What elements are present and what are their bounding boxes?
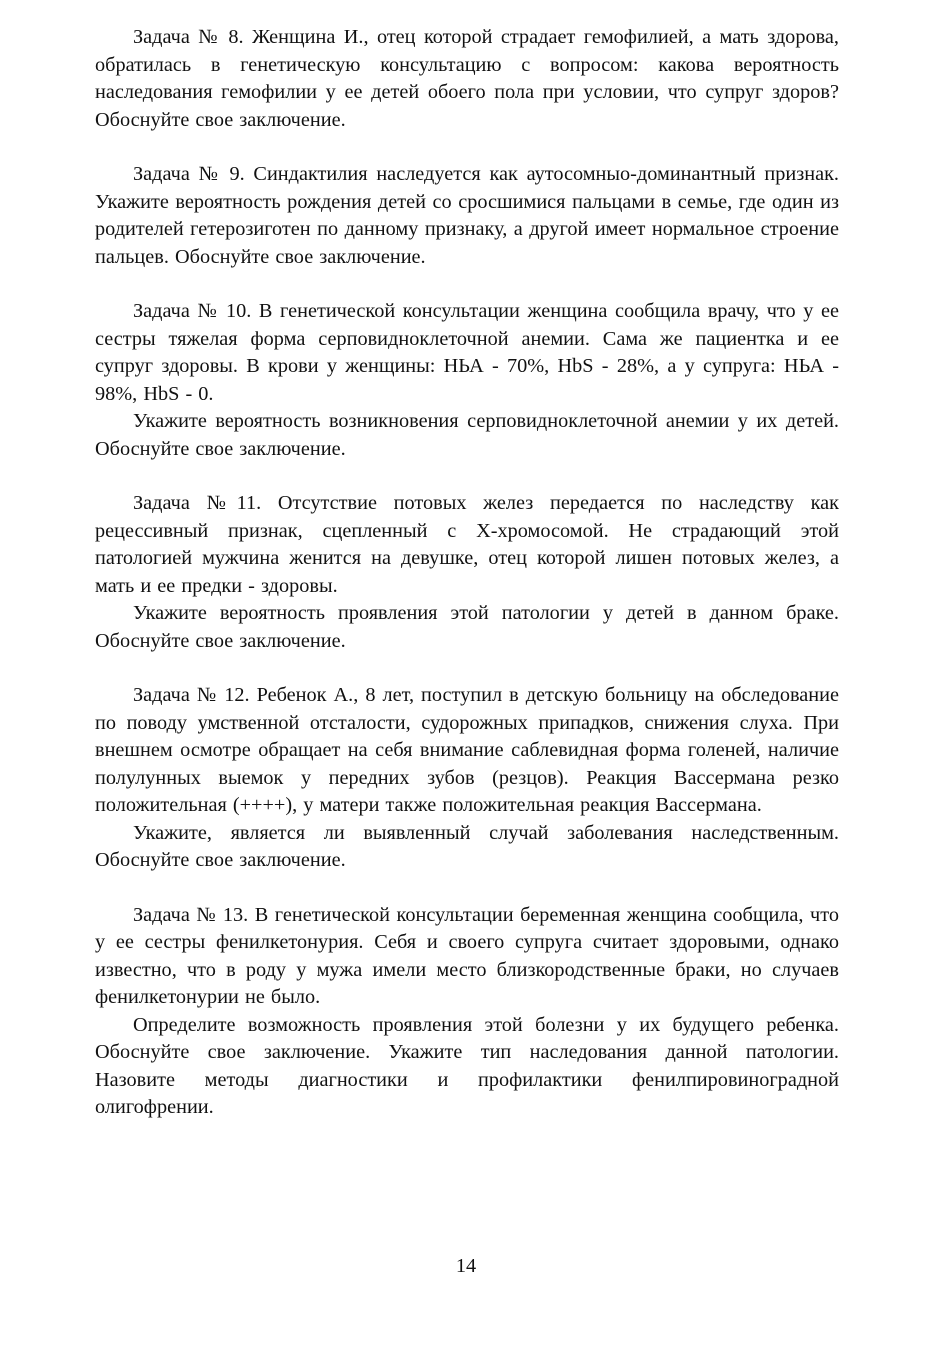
task-11-text: Задача №11. Отсутствие потовых желез передается по наследству как рецессивный признак, сцепленный с Х-хромосомой. Не страдающий этой патологией мужчина женится на девушке, отец которой лишен потовых желез, а мать и ее предки - здоровы. bbox=[95, 492, 839, 597]
task-13-question: Определите возможность проявления этой болезни у их будущего ребенка. Обоснуйте свое заключение. Укажите тип наследования данной патологии. Назовите методы диагностики и профилактики фенилпировиноградной олигофрении. bbox=[95, 1013, 839, 1118]
task-9 bbox=[95, 161, 839, 271]
document-page bbox=[95, 24, 839, 1149]
task-10-text: Задача № 10. В генетической консультации женщина сообщила врачу, что у ее сестры тяжелая форма серповидноклеточной анемии. Сама же пациентка и ее супруг здоровы. В крови у женщины: НЬА - 70%, HbS - 28%, а у супруга: НЬА - 98%, НbS - 0. bbox=[95, 300, 839, 405]
task-10-question: Укажите вероятность возникновения серповидноклеточной анемии у их детей. Обоснуйте свое заключение. bbox=[95, 410, 839, 460]
task-13 bbox=[95, 902, 839, 1122]
task-12-question: Укажите, является ли выявленный случай заболевания наследственным. Обоснуйте свое заключение. bbox=[95, 821, 839, 871]
task-12 bbox=[95, 682, 839, 875]
task-10 bbox=[95, 298, 839, 463]
task-13-text: Задача № 13. В генетической консультации беременная женщина сообщила, что у ее сестры фенилкетонурия. Себя и своего супруга считает здоровыми, однако известно, что в роду у мужа имели место близкородственные браки, но случаев фенилкетонурии не было. bbox=[95, 903, 839, 1008]
page-number: 14 bbox=[455, 1255, 477, 1277]
task-11-question: Укажите вероятность проявления этой патологии у детей в данном браке. Обоснуйте свое заключение. bbox=[95, 602, 839, 652]
task-12-text: Задача № 12. Ребенок А., 8 лет, поступил в детскую больницу на обследование по поводу умственной отсталости, судорожных припадков, снижения слуха. При внешнем осмотре обращает на себя внимание саблевидная форма голеней, наличие полулунных выемок у передних зубов (резцов). Реакция Вассермана резко положительная (++++), у матери также положительная реакция Вассермана. bbox=[95, 684, 839, 816]
task-9-text: Задача № 9. Синдактилия наследуется как аутосомныо-доминантный признак. Укажите вероятность рождения детей со сросшимися пальцами в семье, где один из родителей гетерозиготен по данному признаку, а другой имеет нормальное строение пальцев. Обоснуйте свое заключение. bbox=[95, 163, 839, 268]
task-8 bbox=[95, 24, 839, 134]
task-11 bbox=[95, 490, 839, 655]
task-8-text: Задача № 8. Женщина И., отец которой страдает гемофилией, а мать здорова, обратилась в генетическую консультацию с вопросом: какова вероятность наследования гемофилии у ее детей обоего пола при условии, что супруг здоров? Обоснуйте свое заключение. bbox=[95, 26, 839, 131]
